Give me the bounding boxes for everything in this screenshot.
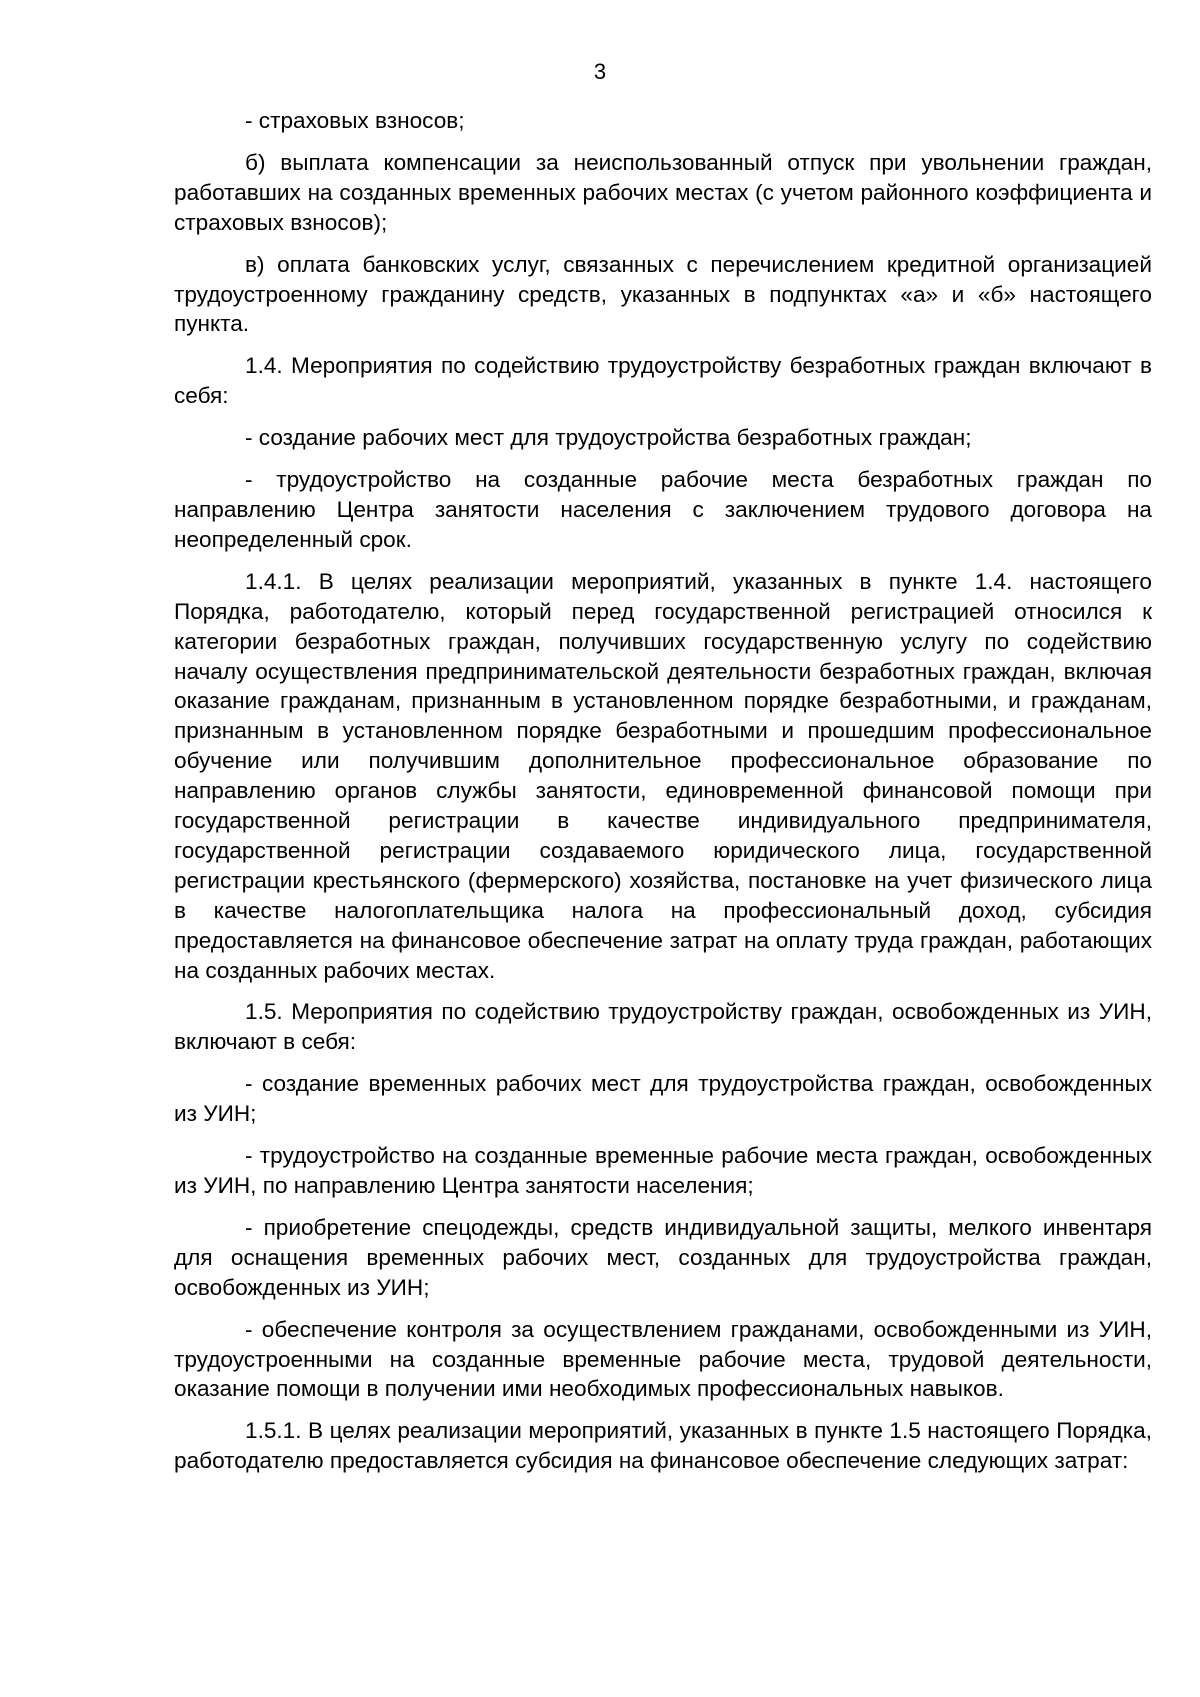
paragraph-section-1-4-1: 1.4.1. В целях реализации мероприятий, указанных в пункте 1.4. настоящего Порядка, работодателю, который перед государственной регистрацией относился к категории безработных граждан, получивших государственную услугу по содействию началу осуществления предпринимательской деятельности безработных граждан, включая оказание гражданам, признанным в установленном порядке безработными, и гражданам, признанным в установленном порядке безработными и прошедшим профессиональное обучение или получившим дополнительное профессиональное образование по направлению органов службы занятости, единовременной финансовой помощи при государственной регистрации в качестве индивидуального предпринимателя, государственной регистрации создаваемого юридического лица, государственной регистрации крестьянского (фермерского) хозяйства, постановке на учет физического лица в качестве налогоплательщика налога на профессиональный доход, субсидия предоставляется на финансовое обеспечение затрат на оплату труда граждан, работающих на созданных рабочих местах. [174, 568, 1152, 983]
document-body [174, 106, 1152, 1488]
paragraph-employment-released-citizens: - трудоустройство на созданные временные рабочие места граждан, освобожденных из УИН, по направлению Центра занятости населения; [174, 1143, 1152, 1198]
paragraph-item-v-bank-services: в) оплата банковских услуг, связанных с перечислением кредитной организацией трудоустроенному гражданину средств, указанных в подпунктах «а» и «б» настоящего пункта. [174, 251, 1152, 337]
paragraph-section-1-5: 1.5. Мероприятия по содействию трудоустройству граждан, освобожденных из УИН, включают в себя: [174, 999, 1152, 1055]
paragraph-create-workplaces: - создание рабочих мест для трудоустройства безработных граждан; [245, 425, 972, 451]
paragraph-section-1-4: 1.4. Мероприятия по содействию трудоустройству безработных граждан включают в себя: [174, 353, 1152, 409]
paragraph-monitoring-labor: - обеспечение контроля за осуществлением гражданами, освобожденными из УИН, трудоустроенными на созданные временные рабочие места, трудовой деятельности, оказание помощи в получении ими необходимых профессиональных навыков. [174, 1316, 1152, 1402]
paragraph-section-1-5-1: 1.5.1. В целях реализации мероприятий, указанных в пункте 1.5 настоящего Порядка, работодателю предоставляется субсидия на финансовое обеспечение следующих затрат: [174, 1418, 1152, 1474]
paragraph-create-temporary-workplaces: - создание временных рабочих мест для трудоустройства граждан, освобожденных из УИН; [174, 1071, 1152, 1127]
paragraph-item-b-vacation-compensation: б) выплата компенсации за неиспользованный отпуск при увольнении граждан, работавших на созданных временных рабочих местах (с учетом районного коэффициента и страховых взносов); [174, 149, 1152, 235]
paragraph-employment-unemployed: - трудоустройство на созданные рабочие места безработных граждан по направлению Центра занятости населения с заключением трудового договора на неопределенный срок. [174, 467, 1152, 552]
page-number: 3 [593, 59, 607, 84]
paragraph-purchase-workwear: - приобретение спецодежды, средств индивидуальной защиты, мелкого инвентаря для оснащения временных рабочих мест, созданных для трудоустройства граждан, освобожденных из УИН; [174, 1214, 1152, 1300]
paragraph-insurance-contributions: - страховых взносов; [245, 108, 465, 133]
